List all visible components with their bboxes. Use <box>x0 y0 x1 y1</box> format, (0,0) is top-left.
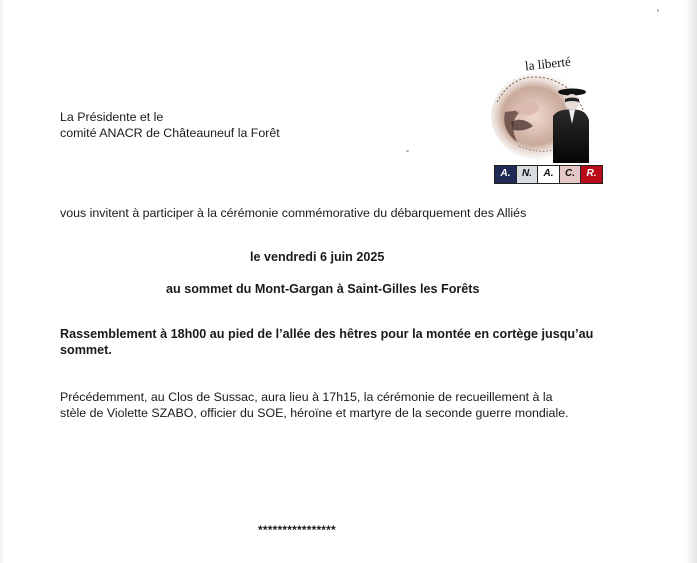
scan-speck <box>657 9 659 12</box>
prior-ceremony-line-1: Précédemment, au Clos de Sussac, aura lieu à 17h15, la cérémonie de recueillement à la <box>60 390 553 404</box>
anacr-logo <box>483 50 601 187</box>
sender-line-2: comité ANACR de Châteauneuf la Forêt <box>60 126 280 140</box>
scan-speck <box>406 150 409 152</box>
badge-letter-a: A. <box>494 165 517 184</box>
scan-border-left <box>0 0 3 563</box>
badge-letter-n: N. <box>516 165 539 184</box>
event-location: au sommet du Mont-Gargan à Saint-Gilles les Forêts <box>166 282 480 296</box>
anacr-letter-badges <box>494 165 602 184</box>
scan-border-right <box>683 0 697 563</box>
prior-ceremony-paragraph <box>60 389 569 421</box>
badge-letter-a2: A. <box>537 165 560 184</box>
assembly-line-1: Rassemblement à 18h00 au pied de l’allée des hêtres pour la montée en cortège jusqu’au <box>60 327 594 341</box>
invitation-sentence: vous invitent à participer à la cérémonie commémorative du débarquement des Alliés <box>60 206 527 220</box>
event-date: le vendredi 6 juin 2025 <box>250 250 385 264</box>
sender-block <box>60 109 280 141</box>
prior-ceremony-line-2: stèle de Violette SZABO, officier du SOE, héroïne et martyre de la seconde guerre mondiale. <box>60 406 569 420</box>
sender-line-1: La Présidente et le <box>60 110 164 124</box>
badge-letter-r: R. <box>580 165 603 184</box>
badge-letter-c: C. <box>559 165 582 184</box>
assembly-line-2: sommet. <box>60 343 112 357</box>
assembly-paragraph <box>60 326 593 358</box>
separator-stars: **************** <box>258 523 336 537</box>
logo-liberte-word: la liberté <box>524 53 572 74</box>
